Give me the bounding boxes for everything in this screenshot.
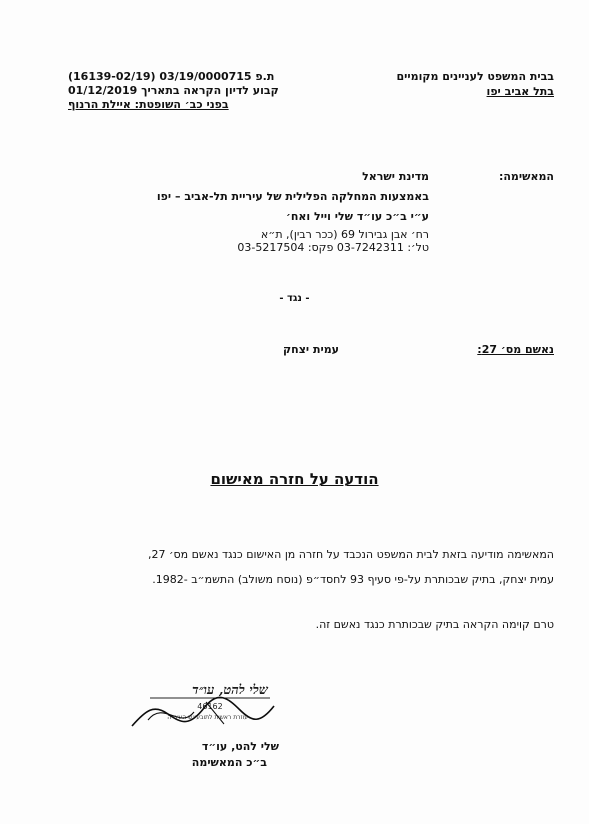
signature-stamp bbox=[128, 680, 278, 732]
accuser-address: רח׳ אבן גבירול 69 (ככר רבין), ת״א bbox=[260, 228, 429, 241]
court-name: בבית המשפט לעניינים מקומיים bbox=[396, 70, 554, 83]
stamp-title: עוזרת ראשית לתובע״ש העירייה bbox=[167, 714, 248, 721]
body-paragraph-1: המאשימה מודיעה בזאת לבית המשפט הנכבד על חזרה מן האישום כנגד נאשם מס׳ 27, bbox=[147, 548, 554, 561]
body-paragraph-3: טרם קוימה הקראה בתיק שבכותרת כנגד נאשם זה. bbox=[315, 618, 554, 631]
judge-name: בפני כב׳ השופטת: איילת הרנוף bbox=[68, 98, 229, 111]
accuser-phone: טל׳: 03-7242311 פקס: 03-5217504 bbox=[237, 241, 429, 254]
signer-role: ב״כ המאשימה bbox=[191, 756, 267, 769]
body-paragraph-2: עמית יצחק, בתיק שבכותרת על-פי סעיף 93 לחסד״פ (נוסח משולב) התשמ״ב -1982. bbox=[152, 573, 554, 586]
stamp-license: 46162 bbox=[197, 702, 223, 711]
versus-label: - נגד - bbox=[279, 293, 310, 304]
document-title: הודעה על חזרה מאישום bbox=[210, 470, 379, 488]
accuser-representative: ע״י ב״כ עו״ד שלי וייל ואח׳ bbox=[285, 210, 429, 223]
hearing-date: קבוע לדיון הקראה בתאריך 01/12/2019 bbox=[68, 84, 279, 97]
defendant-name: עמית יצחק bbox=[283, 343, 339, 356]
case-number: ת.פ 03/19/0000715 (16139-02/19) bbox=[68, 70, 275, 83]
signer-name: שלי להט, עו״ד bbox=[201, 740, 279, 753]
accuser-label: המאשימה: bbox=[498, 170, 554, 183]
accuser-department: באמצעות המחלקה הפלילית של עיריית תל-אביב – יפו bbox=[156, 190, 429, 203]
defendant-label: נאשם מס׳ 27: bbox=[477, 343, 554, 356]
stamp-name: שלי להט, עו״ד bbox=[191, 683, 268, 698]
accuser-name: מדינת ישראל bbox=[362, 170, 429, 183]
court-location: בתל אביב יפו bbox=[486, 85, 554, 98]
